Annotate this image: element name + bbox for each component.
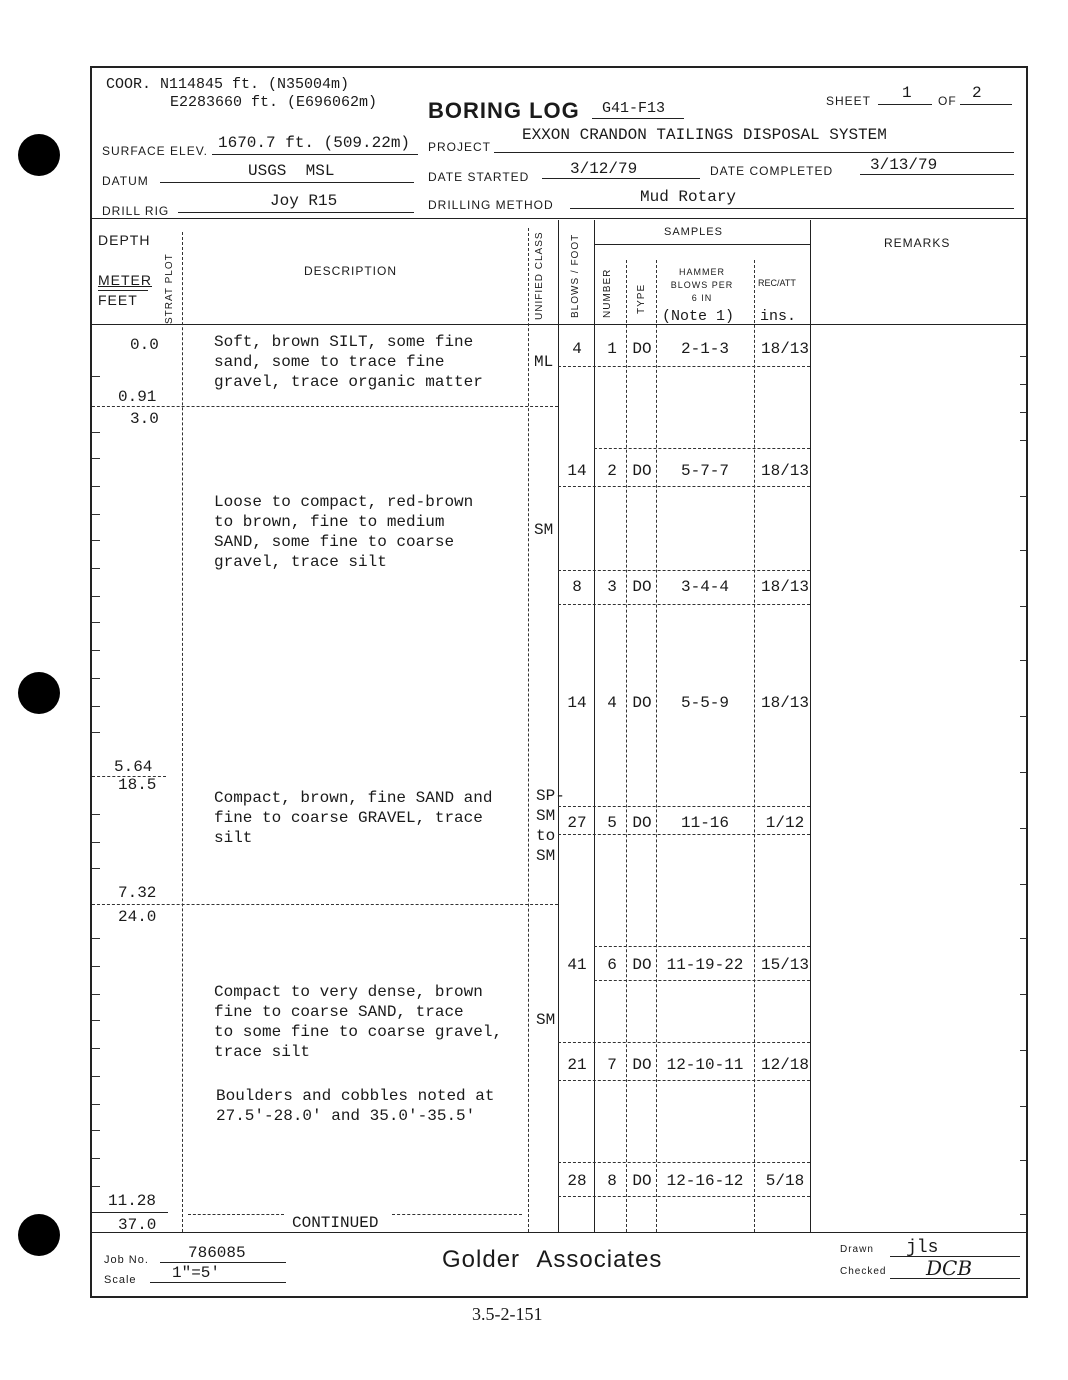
col-type: TYPE — [636, 283, 647, 314]
drill-rig-label: DRILL RIG — [102, 204, 170, 218]
date-completed-value: 3/13/79 — [870, 156, 938, 174]
layer-1-class: ML — [534, 353, 554, 371]
continued-label: CONTINUED — [292, 1214, 379, 1232]
depth-4-feet: 37.0 — [118, 1216, 157, 1234]
sheet-label: SHEET — [826, 94, 872, 108]
sample-7-type: DO — [632, 1056, 652, 1074]
sample-7-hammer: 12-10-11 — [666, 1056, 744, 1074]
right-tick — [1020, 660, 1026, 661]
job-no-underline — [160, 1262, 286, 1263]
right-tick — [1020, 440, 1026, 441]
sample-8-blows: 28 — [567, 1172, 587, 1190]
depth-2-meter: 5.64 — [114, 758, 153, 776]
sample-6-type: DO — [632, 956, 652, 974]
sample-8-rec: 5/18 — [765, 1172, 805, 1190]
drill-rig-value: Joy R15 — [270, 192, 338, 210]
sheet-number-underline — [878, 104, 932, 105]
layer-3-description: Compact, brown, fine SAND and fine to coarse GRAVEL, trace silt — [214, 789, 493, 847]
sample-1-blows: 4 — [572, 340, 582, 358]
datum-value: USGS MSL — [248, 162, 335, 180]
depth-tick — [92, 568, 100, 569]
sample-4-hammer: 5-5-9 — [680, 694, 729, 712]
of-label: OF — [938, 94, 957, 108]
sample-1-number: 1 — [607, 340, 617, 358]
depth-1-feet: 3.0 — [130, 410, 159, 428]
right-tick — [1020, 1214, 1026, 1215]
depth-tick — [92, 1158, 100, 1159]
col-samples: SAMPLES — [664, 226, 723, 238]
col-rec-att: REC/ATT — [758, 278, 796, 288]
boulders-note: Boulders and cobbles noted at 27.5'-28.0' and 35.0'-35.5' — [216, 1087, 495, 1125]
right-tick — [1020, 716, 1026, 717]
depth-tick — [92, 540, 100, 541]
right-tick — [1020, 412, 1026, 413]
project-label: PROJECT — [428, 140, 492, 154]
right-tick — [1020, 938, 1026, 939]
coord-east: E2283660 ft. (E696062m) — [170, 94, 378, 111]
right-tick — [1020, 884, 1026, 885]
depth-tick — [92, 814, 100, 815]
depth-tick — [92, 514, 100, 515]
sample-2-top — [594, 448, 810, 449]
datum-underline — [160, 182, 414, 183]
drawn-by: jls — [906, 1238, 939, 1258]
depth-tick — [92, 1076, 100, 1077]
sample-3-bottom — [558, 604, 810, 605]
sample-5-hammer: 11-16 — [680, 814, 729, 832]
depth-tick — [92, 1020, 100, 1021]
continued-line-right — [392, 1214, 522, 1215]
date-started-value: 3/12/79 — [570, 160, 638, 178]
col-hammer-blows: HAMMER BLOWS PER 6 IN — [670, 267, 734, 303]
layer-2-class: SM — [534, 521, 554, 539]
sample-4-type: DO — [632, 694, 652, 712]
right-tick — [1020, 606, 1026, 607]
binder-hole-top — [18, 134, 60, 176]
sample-3-type: DO — [632, 578, 652, 596]
sheet-total: 2 — [972, 84, 982, 102]
checked-underline — [890, 1278, 1020, 1279]
layer-boundary-2 — [92, 776, 166, 777]
sample-2-number: 2 — [607, 462, 617, 480]
depth-tick — [92, 706, 100, 707]
scale-value: 1"=5' — [172, 1264, 221, 1282]
project-value: EXXON CRANDON TAILINGS DISPOSAL SYSTEM — [522, 126, 887, 144]
sample-7-bottom — [558, 1080, 810, 1081]
datum-label: DATUM — [102, 174, 149, 188]
right-tick — [1020, 356, 1026, 357]
boring-id: G41-F13 — [602, 100, 666, 117]
depth-tick — [92, 596, 100, 597]
column-header-bottom — [90, 324, 1028, 325]
sample-4-number: 4 — [607, 694, 617, 712]
drilling-method-label: DRILLING METHOD — [428, 198, 554, 212]
depth-2-feet: 18.5 — [118, 776, 157, 794]
sheet-total-underline — [960, 104, 1012, 105]
col-ins: ins. — [760, 308, 797, 325]
depth-3-meter: 7.32 — [118, 884, 157, 902]
sample-6-blows: 41 — [567, 956, 587, 974]
type-right-line — [656, 260, 657, 1232]
company-name: Golder Associates — [442, 1246, 663, 1273]
footer-separator — [90, 1232, 1028, 1233]
depth-3-feet: 24.0 — [118, 908, 157, 926]
surface-elev-label: SURFACE ELEV. — [102, 144, 208, 158]
checked-label: Checked — [840, 1266, 887, 1277]
sample-3-rec: 18/13 — [760, 578, 809, 596]
sample-1-rec: 18/13 — [760, 340, 809, 358]
number-right-line — [626, 260, 627, 1232]
depth-tick — [92, 966, 100, 967]
samples-right-line — [810, 220, 811, 1232]
sample-1-hammer: 2-1-3 — [680, 340, 729, 358]
samples-underline — [594, 244, 810, 245]
sample-4-rec: 18/13 — [760, 694, 809, 712]
sample-5-blows: 27 — [567, 814, 587, 832]
sample-8-number: 8 — [607, 1172, 617, 1190]
sample-7-blows: 21 — [567, 1056, 587, 1074]
sample-2-blows: 14 — [567, 462, 587, 480]
scale-label: Scale — [104, 1274, 137, 1286]
depth-tick — [92, 376, 100, 377]
depth-tick — [92, 732, 100, 733]
depth-tick — [92, 486, 100, 487]
depth-tick — [92, 678, 100, 679]
sample-2-type: DO — [632, 462, 652, 480]
right-tick — [1020, 550, 1026, 551]
drilling-method-value: Mud Rotary — [640, 188, 737, 206]
layer-boundary-3 — [92, 904, 558, 905]
sample-1-type: DO — [632, 340, 652, 358]
drawn-label: Drawn — [840, 1244, 874, 1255]
right-tick — [1020, 496, 1026, 497]
depth-tick — [92, 868, 100, 869]
col-remarks: REMARKS — [884, 236, 951, 250]
depth-tick — [92, 622, 100, 623]
header-separator — [90, 218, 1028, 219]
sample-3-hammer: 3-4-4 — [680, 578, 729, 596]
depth-4-meter: 11.28 — [108, 1192, 157, 1210]
date-completed-label: DATE COMPLETED — [710, 164, 834, 178]
sample-6-number: 6 — [607, 956, 617, 974]
date-completed-underline — [860, 174, 1014, 175]
drill-rig-underline — [178, 212, 414, 213]
page-number: 3.5-2-151 — [472, 1304, 543, 1324]
continued-line-left — [188, 1214, 284, 1215]
binder-hole-bottom — [18, 1214, 60, 1256]
depth-bottom-rule — [92, 1212, 168, 1213]
depth-tick — [92, 432, 100, 433]
scale-underline — [150, 1282, 286, 1283]
sample-8-hammer: 12-16-12 — [666, 1172, 744, 1190]
right-tick — [1020, 1160, 1026, 1161]
date-started-label: DATE STARTED — [428, 170, 530, 184]
sample-2-rec: 18/13 — [760, 462, 809, 480]
sample-6-top — [594, 946, 810, 947]
depth-tick — [92, 938, 100, 939]
depth-tick — [92, 458, 100, 459]
col-strat-plot: STRAT PLOT — [164, 253, 175, 324]
sample-5-number: 5 — [607, 814, 617, 832]
depth-tick — [92, 842, 100, 843]
layer-1-description: Soft, brown SILT, some fine sand, some to trace fine gravel, trace organic matter — [214, 333, 483, 391]
depth-tick — [92, 1130, 100, 1131]
depth-tick — [92, 650, 100, 651]
sample-6-hammer: 11-19-22 — [666, 956, 744, 974]
sample-1-bottom — [558, 366, 810, 367]
date-started-underline — [542, 178, 700, 179]
sample-3-top — [558, 570, 810, 571]
job-no-label: Job No. — [104, 1254, 149, 1266]
col-feet: FEET — [98, 292, 138, 308]
right-tick — [1020, 1050, 1026, 1051]
sample-5-top — [558, 806, 810, 807]
col-meter: METER — [98, 272, 152, 288]
right-tick — [1020, 772, 1026, 773]
right-tick — [1020, 1106, 1026, 1107]
binder-hole-middle — [18, 672, 60, 714]
sample-5-type: DO — [632, 814, 652, 832]
layer-2-description: Loose to compact, red-brown to brown, fine to medium SAND, some fine to coarse gravel, trace silt — [214, 493, 474, 571]
depth-tick — [92, 1104, 100, 1105]
right-tick — [1020, 828, 1026, 829]
depth-tick — [92, 994, 100, 995]
job-no-value: 786085 — [188, 1244, 246, 1262]
strat-plot-line — [182, 232, 183, 1232]
col-depth: DEPTH — [98, 232, 151, 248]
col-note: (Note 1) — [662, 308, 735, 325]
col-unified-class: UNIFIED CLASS — [534, 231, 545, 320]
sample-8-top — [558, 1162, 810, 1163]
sheet-number: 1 — [902, 84, 912, 102]
layer-boundary-1 — [92, 406, 558, 407]
sample-8-type: DO — [632, 1172, 652, 1190]
col-blows-foot: BLOWS / FOOT — [570, 233, 581, 318]
right-tick — [1020, 994, 1026, 995]
depth-tick — [92, 1186, 100, 1187]
sample-2-bottom — [558, 486, 810, 487]
depth-0-meter: 0.0 — [130, 336, 159, 354]
sample-7-top — [558, 1042, 810, 1043]
sample-4-blows: 14 — [567, 694, 587, 712]
sample-5-rec: 1/12 — [765, 814, 805, 832]
description-right-line — [528, 228, 529, 1232]
right-tick — [1020, 384, 1026, 385]
sample-6-rec: 15/13 — [760, 956, 809, 974]
drilling-method-underline — [570, 208, 1014, 209]
sample-3-number: 3 — [607, 578, 617, 596]
sample-5-bottom — [558, 834, 810, 835]
sample-8-bottom — [558, 1196, 810, 1197]
layer-4-class: SM — [536, 1011, 556, 1029]
surface-elev-underline — [212, 154, 418, 155]
depth-1-meter: 0.91 — [118, 388, 157, 406]
col-description: DESCRIPTION — [304, 264, 398, 278]
col-number: NUMBER — [602, 268, 613, 318]
sample-6-bottom — [594, 980, 810, 981]
checked-by: DCB — [926, 1256, 973, 1280]
project-underline — [494, 152, 1014, 153]
boring-id-underline — [592, 118, 684, 119]
sample-3-blows: 8 — [572, 578, 582, 596]
coord-north: COOR. N114845 ft. (N35004m) — [106, 76, 350, 93]
layer-4-description: Compact to very dense, brown fine to coarse SAND, trace to some fine to coarse gravel, trace silt — [214, 983, 503, 1061]
meter-feet-rule — [98, 290, 148, 291]
sample-7-number: 7 — [607, 1056, 617, 1074]
sample-7-rec: 12/18 — [760, 1056, 809, 1074]
layer-3-class: SP- SM to SM — [536, 787, 565, 865]
form-title: BORING LOG — [428, 98, 580, 123]
surface-elev-value: 1670.7 ft. (509.22m) — [218, 134, 411, 152]
sample-2-hammer: 5-7-7 — [680, 462, 729, 480]
hammer-right-line — [754, 260, 755, 1232]
depth-tick — [92, 1048, 100, 1049]
